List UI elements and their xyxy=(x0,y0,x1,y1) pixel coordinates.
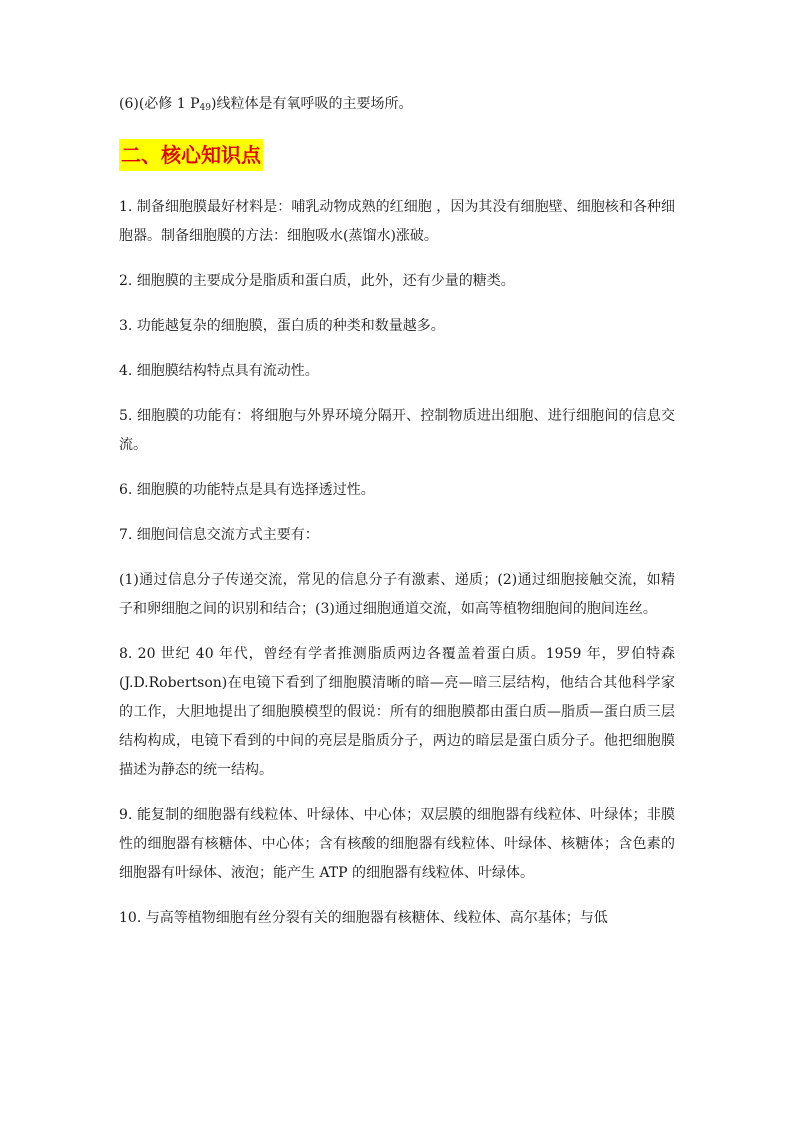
intro-page-subscript: 49 xyxy=(199,103,211,113)
knowledge-point-2: 2. 细胞膜的主要成分是脂质和蛋白质，此外，还有少量的糖类。 xyxy=(119,273,515,289)
knowledge-point-10: 10. 与高等植物细胞有丝分裂有关的细胞器有核糖体、线粒体、高尔基体；与低 xyxy=(119,910,608,926)
knowledge-point-7-detail: (1)通过信息分子传递交流，常见的信息分子有激素、递质；(2)通过细胞接触交流，如精子和卵细胞之间的识别和结合；(3)通过细胞通道交流，如高等植物细胞间的胞间连丝。 xyxy=(119,572,675,617)
intro-line xyxy=(119,90,675,119)
knowledge-point-1: 1. 制备细胞膜最好材料是：哺乳动物成熟的红细胞 ，因为其没有细胞壁、细胞核和各种细胞器。制备细胞膜的方法：细胞吸水(蒸馏水)涨破。 xyxy=(119,199,675,244)
document-body xyxy=(119,90,675,949)
knowledge-point-8: 8. 20 世纪 40 年代，曾经有学者推测脂质两边各覆盖着蛋白质。1959 年，罗伯特森(J.D.Robertson)在电镜下看到了细胞膜清晰的暗—亮—暗三层结构，他结合其他科学家的工作，大胆地提出了细胞膜模型的假说：所有的细胞膜都由蛋白质—脂质—蛋白质三层结构构成，电镜下看到的中间的亮层是脂质分子，两边的暗层是蛋白质分子。他把细胞膜描述为静态的统一结构。 xyxy=(119,646,675,778)
knowledge-point-3: 3. 功能越复杂的细胞膜，蛋白质的种类和数量越多。 xyxy=(119,318,445,334)
knowledge-point-5: 5. 细胞膜的功能有：将细胞与外界环境分隔开、控制物质进出细胞、进行细胞间的信息交流。 xyxy=(119,408,675,453)
intro-prefix: (6)(必修 1 P xyxy=(119,96,200,112)
section-heading-wrap xyxy=(119,139,675,193)
knowledge-point-9: 9. 能复制的细胞器有线粒体、叶绿体、中心体；双层膜的细胞器有线粒体、叶绿体；非膜性的细胞器有核糖体、中心体；含有核酸的细胞器有线粒体、叶绿体、核糖体；含色素的细胞器有叶绿体、液泡；能产生 ATP 的细胞器有线粒体、叶绿体。 xyxy=(119,807,675,881)
knowledge-point-4: 4. 细胞膜结构特点具有流动性。 xyxy=(119,363,319,379)
knowledge-point-6: 6. 细胞膜的功能特点是具有选择透过性。 xyxy=(119,482,375,498)
knowledge-point-7: 7. 细胞间信息交流方式主要有： xyxy=(119,527,319,543)
intro-suffix: )线粒体是有氧呼吸的主要场所。 xyxy=(210,96,413,112)
section-heading: 二、核心知识点 xyxy=(119,139,263,171)
